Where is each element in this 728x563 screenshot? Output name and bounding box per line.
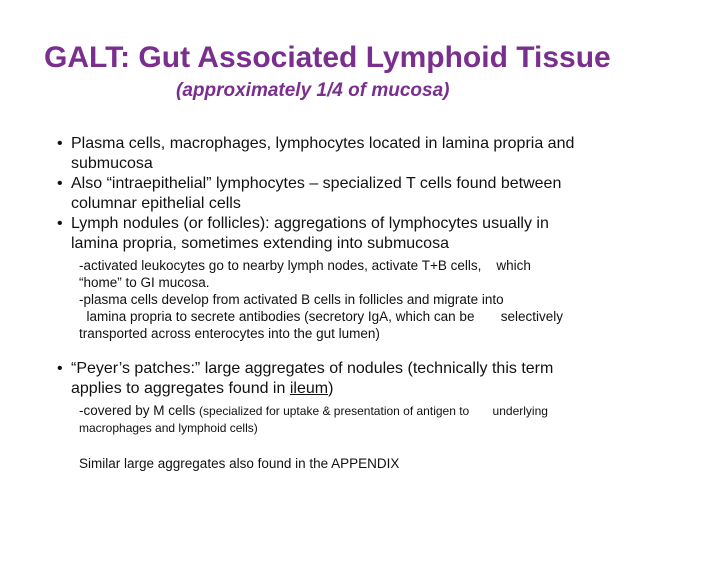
bullet-dot: • (57, 175, 63, 192)
bullet-line-end: ) (328, 380, 334, 397)
slide-subtitle: (approximately 1/4 of mucosa) (176, 80, 450, 101)
bullet-item (56, 359, 716, 399)
sub-line: transported across enterocytes into the gut lumen) (79, 326, 380, 341)
bullet-dot: • (57, 135, 63, 152)
bullet-line: columnar epithelial cells (71, 195, 241, 212)
bullet-item (56, 134, 716, 174)
bullet-dot: • (57, 360, 63, 377)
appendix-note: Similar large aggregates also found in the APPENDIX (79, 456, 400, 471)
bullet-line: submucosa (71, 155, 153, 172)
bullet-line-start: applies to aggregates found in (71, 380, 290, 397)
bullet-dot: • (57, 215, 63, 232)
bullet-item (56, 214, 716, 254)
sub-line: -activated leukocytes go to nearby lymph nodes, activate T+B cells, which (79, 258, 531, 273)
bullet-line: “Peyer’s patches:” large aggregates of nodules (technically this term (71, 360, 554, 377)
bullet-line: Also “intraepithelial” lymphocytes – specialized T cells found between (71, 175, 562, 192)
sub-line: lamina propria to secrete antibodies (secretory IgA, which can be selectively (79, 309, 563, 324)
sub-line: macrophages and lymphoid cells) (79, 421, 258, 435)
sub-line-start: -covered by M cells (79, 403, 200, 418)
bullet-line: lamina propria, sometimes extending into submucosa (71, 235, 449, 252)
bullet-line: Plasma cells, macrophages, lymphocytes located in lamina propria and (71, 135, 575, 152)
underlined-term: ileum (289, 380, 329, 397)
sub-line (56, 402, 716, 420)
bullet-line: Lymph nodules (or follicles): aggregations of lymphocytes usually in (71, 215, 549, 232)
slide-title: GALT: Gut Associated Lymphoid Tissue (44, 41, 611, 74)
sub-line-detail: (specialized for uptake & presentation of antigen to underlying (199, 404, 548, 418)
sub-line: -plasma cells develop from activated B cells in follicles and migrate into (79, 292, 504, 307)
bullet-item (56, 174, 716, 214)
sub-line: “home” to GI mucosa. (79, 275, 210, 290)
slide-body (56, 134, 716, 472)
